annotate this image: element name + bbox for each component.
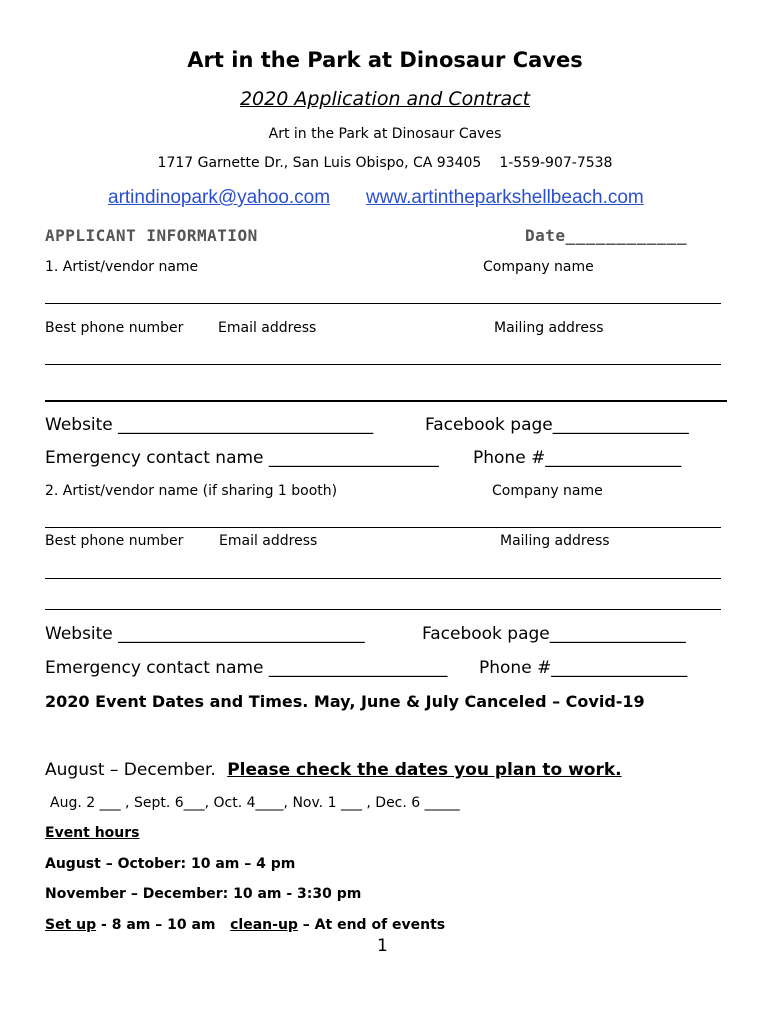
event-range-text: August – December. [45,760,216,780]
artist1-phone-label: Best phone number [45,320,184,336]
setup-cleanup-line [45,917,445,933]
artist1-contact-line[interactable] [45,364,721,365]
event-instruction: Please check the dates you plan to work. [227,760,622,780]
event-dates-checklist[interactable]: Aug. 2 ___ , Sept. 6___, Oct. 4____, Nov. 1 ___ , Dec. 6 _____ [50,795,460,811]
artist2-emergency-contact-field[interactable]: Emergency contact name _____________________ [45,658,448,678]
document-title: Art in the Park at Dinosaur Caves [187,48,583,72]
artist1-emergency-phone-field[interactable]: Phone #________________ [473,448,682,468]
organization-address-line [0,155,770,171]
organization-phone: 1-559-907-7538 [499,155,613,171]
artist2-name-label: 2. Artist/vendor name (if sharing 1 booth) [45,483,338,499]
artist2-company-label: Company name [492,483,603,499]
setup-label: Set up [45,917,97,933]
event-range-line [45,760,622,780]
artist2-website-field[interactable]: Website _____________________________ [45,624,365,644]
date-field-label: Date____________ [525,226,688,245]
event-hours-heading: Event hours [45,825,140,841]
applicant-section-title: APPLICANT INFORMATION [45,226,258,245]
artist2-name-line[interactable] [45,527,721,528]
artist1-company-label: Company name [483,259,594,275]
artist1-address-line[interactable] [45,400,727,402]
website-link[interactable]: www.artintheparkshellbeach.com [366,187,644,208]
artist2-contact-line[interactable] [45,578,721,579]
document-subtitle: 2020 Application and Contract [239,88,531,110]
artist2-phone-label: Best phone number [45,533,184,549]
cleanup-time: – At end of events [297,917,446,933]
artist1-facebook-field[interactable]: Facebook page________________ [425,415,689,435]
artist2-address-line[interactable] [45,609,721,610]
organization-name: Art in the Park at Dinosaur Caves [268,126,502,142]
artist2-mailing-label: Mailing address [500,533,610,549]
artist1-mailing-label: Mailing address [494,320,604,336]
artist1-emergency-contact-field[interactable]: Emergency contact name ____________________ [45,448,439,468]
email-link[interactable]: artindinopark@yahoo.com [108,187,331,208]
artist2-email-label: Email address [219,533,318,549]
artist2-facebook-field[interactable]: Facebook page________________ [422,624,686,644]
setup-time: - 8 am – 10 am [96,917,231,933]
artist1-website-field[interactable]: Website ______________________________ [45,415,374,435]
artist1-name-line[interactable] [45,303,721,304]
page-number: 1 [377,936,388,956]
artist2-emergency-phone-field[interactable]: Phone #________________ [479,658,688,678]
artist1-name-label: 1. Artist/vendor name [45,259,199,275]
event-dates-heading: 2020 Event Dates and Times. May, June & July Canceled – Covid-19 [45,692,645,711]
hours-nov-dec: November – December: 10 am - 3:30 pm [45,886,362,902]
organization-address: 1717 Garnette Dr., San Luis Obispo, CA 93405 [157,155,482,171]
cleanup-label: clean-up [230,917,298,933]
hours-aug-oct: August – October: 10 am – 4 pm [45,856,296,872]
artist1-email-label: Email address [218,320,317,336]
